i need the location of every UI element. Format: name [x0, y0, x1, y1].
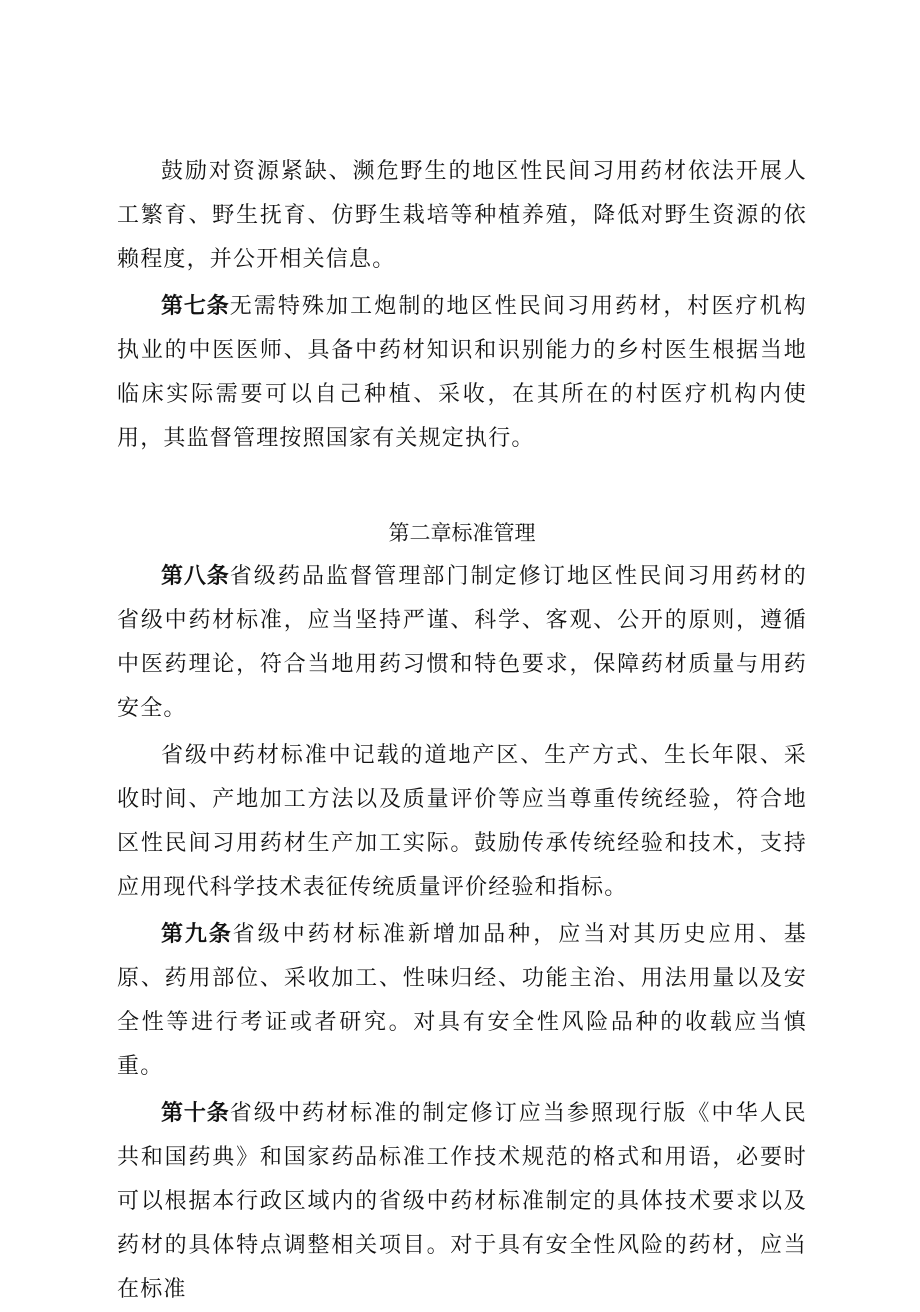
article-9-text: 省级中药材标准新增加品种，应当对其历史应用、基原、药用部位、采收加工、性味归经、功能主治、用法用量以及安全性等进行考证或者研究。对具有安全性风险品种的收载应当慎重。 [117, 922, 807, 1079]
paragraph-text: 省级中药材标准中记载的道地产区、生产方式、生长年限、采收时间、产地加工方法以及质量评价等应当尊重传统经验，符合地区性民间习用药材生产加工实际。鼓励传承传统经验和技术，支持应用现代科学技术表征传统质量评价经验和指标。 [117, 743, 807, 900]
article-8-title: 第八条 [161, 564, 230, 589]
article-8-text: 省级药品监督管理部门制定修订地区性民间习用药材的省级中药材标准，应当坚持严谨、科学、客观、公开的原则，遵循中医药理论，符合当地用药习惯和特色要求，保障药材质量与用药安全。 [117, 564, 807, 721]
paragraph-standard-content [117, 734, 807, 910]
paragraph-wild-resources [117, 150, 807, 282]
chapter-title: 第二章标准管理 [388, 521, 536, 545]
article-9 [117, 913, 807, 1089]
article-7-title: 第七条 [161, 294, 230, 319]
article-10-text: 省级中药材标准的制定修订应当参照现行版《中华人民共和国药典》和国家药品标准工作技术规范的格式和用语，必要时可以根据本行政区域内的省级中药材标准制定的具体技术要求以及药材的具体特点调整相关项目。对于具有安全性风险的药材，应当在标准 [117, 1101, 807, 1302]
document-body [117, 150, 807, 1312]
article-10 [117, 1092, 807, 1312]
article-10-title: 第十条 [161, 1101, 230, 1126]
article-8 [117, 555, 807, 731]
paragraph-text: 鼓励对资源紧缺、濒危野生的地区性民间习用药材依法开展人工繁育、野生抚育、仿野生栽培等种植养殖，降低对野生资源的依赖程度，并公开相关信息。 [117, 159, 807, 272]
article-7-text: 无需特殊加工炮制的地区性民间习用药材，村医疗机构执业的中医医师、具备中药材知识和识别能力的乡村医生根据当地临床实际需要可以自己种植、采收，在其所在的村医疗机构内使用，其监督管理按照国家有关规定执行。 [117, 294, 807, 451]
article-9-title: 第九条 [161, 922, 233, 947]
article-7 [117, 285, 807, 461]
